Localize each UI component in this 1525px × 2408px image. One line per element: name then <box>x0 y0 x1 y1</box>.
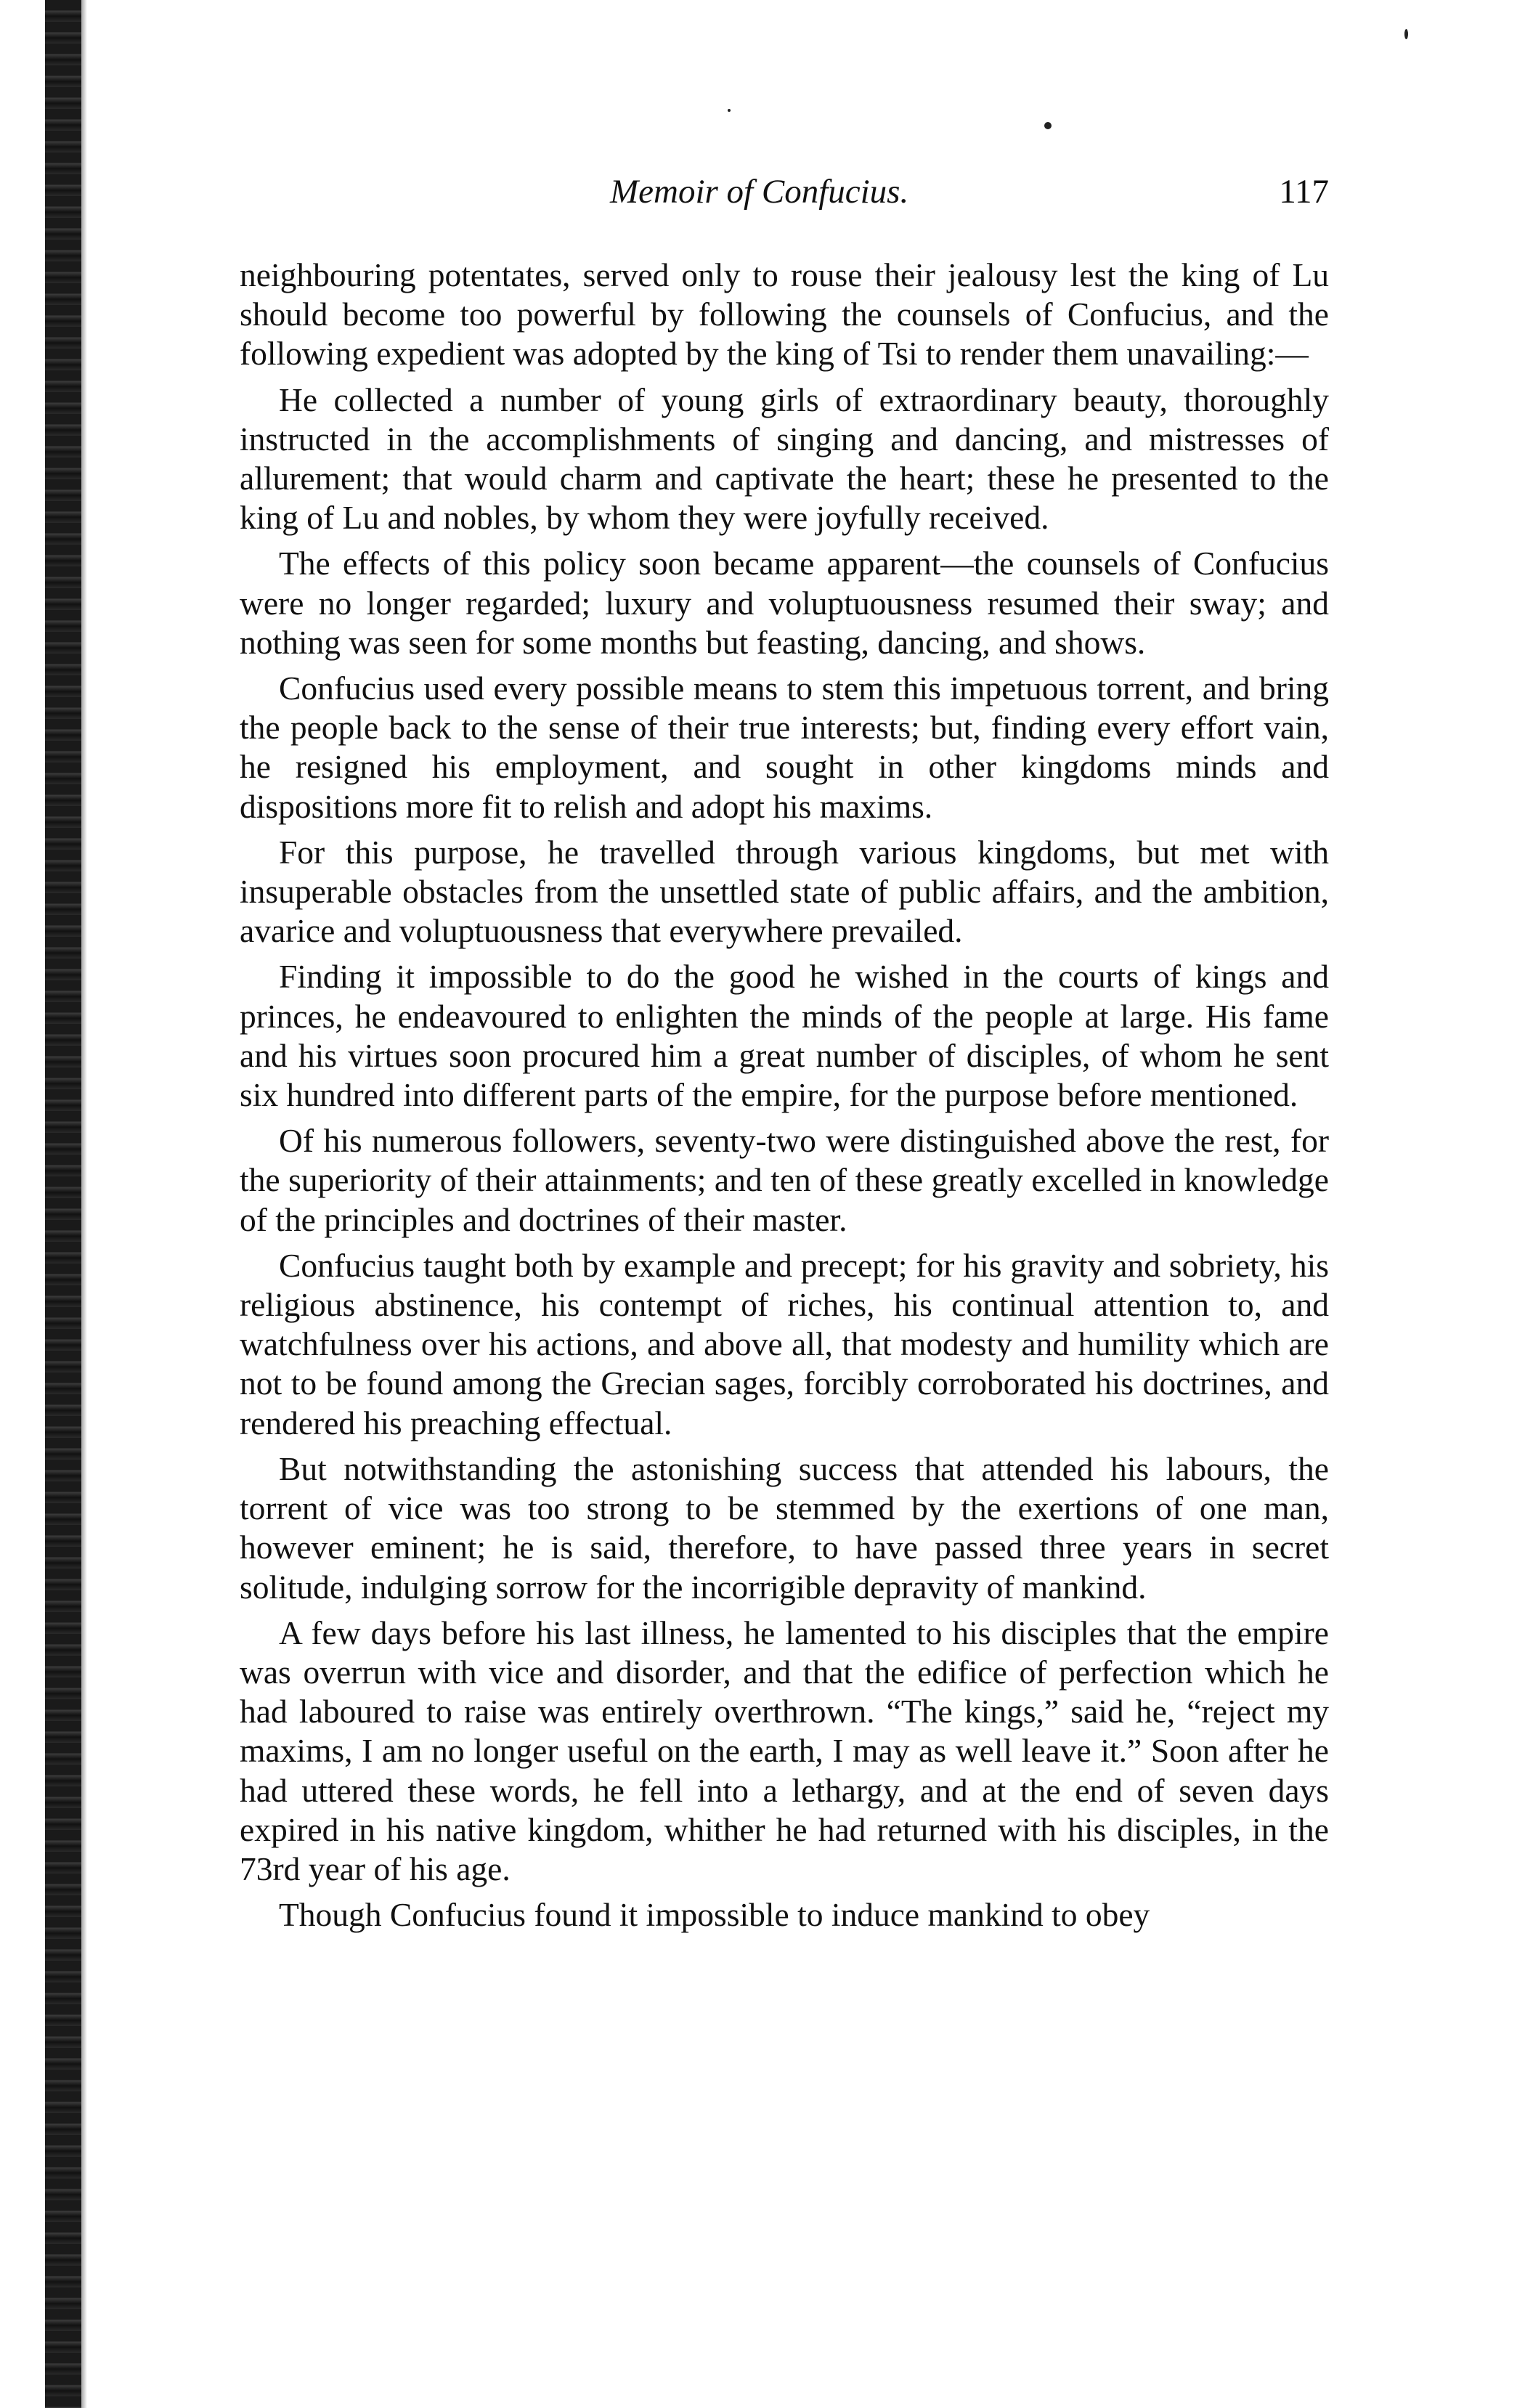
paragraph: Confucius taught both by example and precept; for his gravity and sobriety, his religious abstinence, his contempt of riches, his continual attention to, and watchfulness over his actions, and above all, that modesty and humility which are not to be found among the Grecian sages, forcibly corroborated his doctrines, and rendered his preaching effectual. <box>240 1246 1329 1441</box>
body-text <box>240 256 1329 1941</box>
running-title: Memoir of Confucius. <box>610 173 909 211</box>
paragraph: A few days before his last illness, he lamented to his disciples that the empire was overrun with vice and disorder, and that the edifice of perfection which he had laboured to raise was entirely overthrown. “The kings,” said he, “reject my maxims, I am no longer useful on the earth, I may as well leave it.” Soon after he had uttered these words, he fell into a lethargy, and at the end of seven days expired in his native kingdom, whither he had returned with his disciples, in the 73rd year of his age. <box>240 1614 1329 1887</box>
paragraph: neighbouring potentates, served only to rouse their jealousy lest the king of Lu should become too powerful by following the counsels of Confucius, and the following expedient was adopted by the king of Tsi to render them unavailing:— <box>240 256 1329 373</box>
paragraph: For this purpose, he travelled through various kingdoms, but met with insuperable obstacles from the unsettled state of public affairs, and the ambition, avarice and voluptuousness that everywhere prevailed. <box>240 833 1329 950</box>
paragraph: The effects of this policy soon became apparent—the counsels of Confucius were no longer regarded; luxury and voluptuousness resumed their sway; and nothing was seen for some months but feasting, dancing, and shows. <box>240 545 1329 661</box>
binding-edge <box>45 0 81 2408</box>
paragraph: Confucius used every possible means to stem this impetuous torrent, and bring the people back to the sense of their true interests; but, finding every effort vain, he resigned his employment, and sought in other kingdoms minds and dispositions more fit to relish and adopt his maxims. <box>240 670 1329 825</box>
ink-speck <box>1044 122 1052 129</box>
ink-speck <box>1404 29 1408 39</box>
paragraph: Though Confucius found it impossible to induce mankind to obey <box>279 1896 1150 1934</box>
paragraph: Finding it impossible to do the good he wished in the courts of kings and princes, he endeavoured to enlighten the minds of the people at large. His fame and his virtues soon procured him a great number of disciples, of whom he sent six hundred into different parts of the empire, for the purpose before mentioned. <box>240 958 1329 1114</box>
paragraph: He collected a number of young girls of extraordinary beauty, thoroughly instructed in the accomplishments of singing and dancing, and mistresses of allurement; that would charm and captivate the heart; these he presented to the king of Lu and nobles, by whom they were joyfully received. <box>240 381 1329 537</box>
ink-speck <box>728 109 731 112</box>
paragraph: Of his numerous followers, seventy-two were distinguished above the rest, for the superiority of their attainments; and ten of these greatly excelled in knowledge of the principles and doctrines of their master. <box>240 1122 1329 1238</box>
paragraph: But notwithstanding the astonishing success that attended his labours, the torrent of vice was too strong to be stemmed by the exertions of one man, however eminent; he is said, therefore, to have passed three years in secret solitude, indulging sorrow for the incorrigible depravity of mankind. <box>240 1449 1329 1606</box>
page-number: 117 <box>1279 173 1329 211</box>
running-header <box>240 168 1329 215</box>
